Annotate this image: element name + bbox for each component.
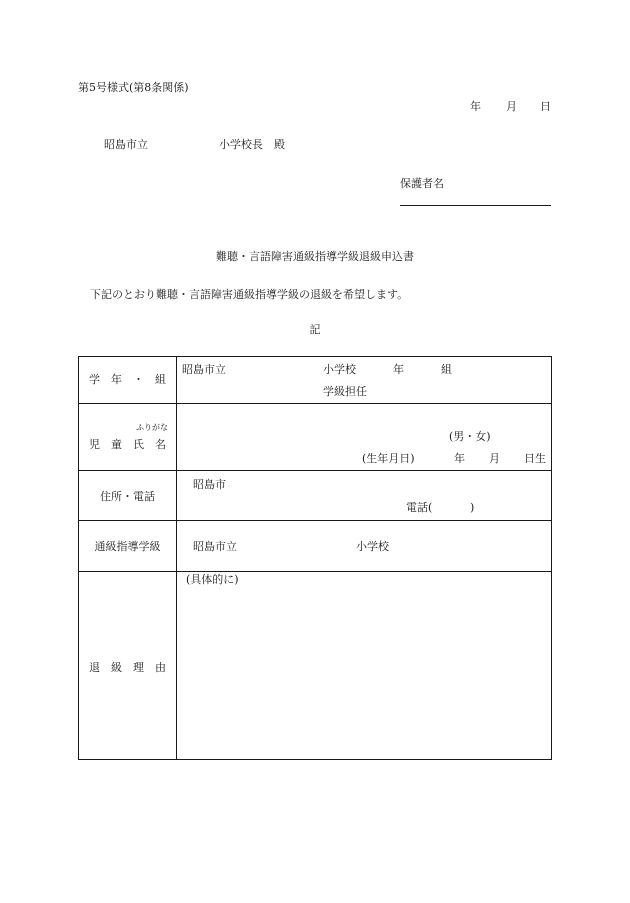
homeroom-teacher[interactable]: 学級担任 (323, 385, 367, 398)
gender-select[interactable]: (男・女) (449, 430, 491, 443)
intro-text: 下記のとおり難聴・言語障害通級指導学級の退級を希望します。 (90, 288, 409, 301)
reason-note: (具体的に) (186, 573, 239, 586)
date-month: 月 (506, 100, 517, 113)
row-divider (79, 571, 551, 572)
tsukyu-school[interactable]: 小学校 (356, 540, 389, 553)
grade-class[interactable]: 組 (441, 363, 452, 376)
birth-day[interactable]: 日生 (524, 452, 546, 465)
withdrawal-reason-label: 退 級 理 由 (89, 661, 166, 674)
tsukyu-city[interactable]: 昭島市立 (193, 540, 237, 553)
address-city[interactable]: 昭島市 (193, 478, 226, 491)
document-title: 難聴・言語障害通級指導学級退級申込書 (216, 250, 414, 263)
birth-year[interactable]: 年 (454, 452, 465, 465)
ki-heading: 記 (309, 323, 321, 336)
tsukyu-class-label: 通級指導学級 (94, 540, 161, 553)
phone-close: ) (470, 501, 475, 514)
row-divider (79, 520, 551, 521)
grade-city[interactable]: 昭島市立 (182, 363, 226, 376)
grade-year[interactable]: 年 (393, 363, 404, 376)
address-phone-label: 住所・電話 (100, 490, 155, 503)
grade-school[interactable]: 小学校 (323, 363, 356, 376)
child-name-label: 児 童 氏 名 (89, 438, 166, 451)
row-divider (79, 403, 551, 404)
addressee-principal: 小学校長 殿 (219, 138, 285, 151)
date-year: 年 (470, 100, 481, 113)
furigana-label: ふりがな (136, 423, 168, 432)
phone-label: 電話( (406, 501, 433, 514)
birthdate-label: (生年月日) (362, 452, 415, 465)
application-table (78, 356, 552, 760)
form-number: 第5号様式(第8条関係) (78, 81, 189, 94)
reason-textarea[interactable] (177, 589, 551, 759)
addressee-city: 昭島市立 (104, 138, 148, 151)
row-divider (79, 470, 551, 471)
birth-month[interactable]: 月 (489, 452, 500, 465)
guardian-label: 保護者名 (400, 177, 444, 190)
grade-class-label: 学 年 ・ 組 (89, 373, 166, 386)
date-day: 日 (540, 100, 551, 113)
guardian-signature-line[interactable] (400, 205, 551, 206)
